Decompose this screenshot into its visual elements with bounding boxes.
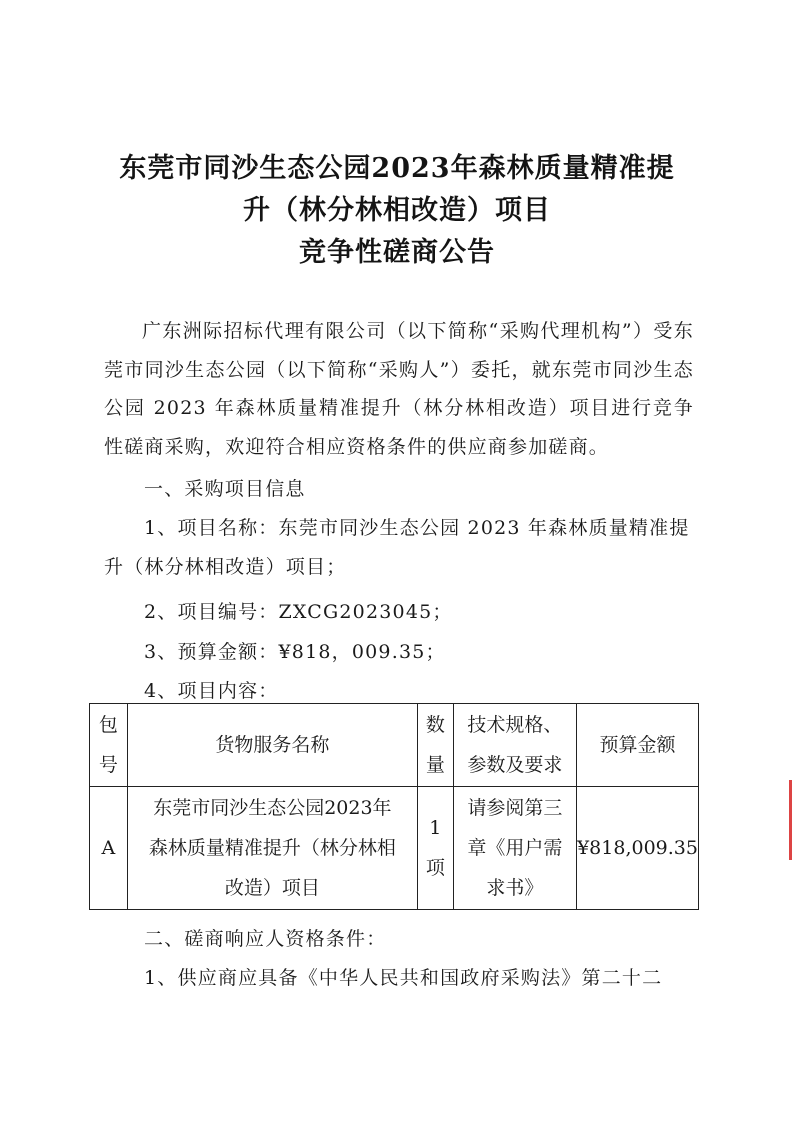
section2-item1: 1、供应商应具备《中华人民共和国政府采购法》第二十二 xyxy=(144,967,663,989)
header-spec xyxy=(453,704,576,787)
header-package-2: 号 xyxy=(98,754,118,776)
title-line-2: 升（林分林相改造）项目 xyxy=(243,195,551,226)
item4-content: 4、项目内容： xyxy=(144,680,279,702)
cell-package: A xyxy=(90,787,128,910)
section2-heading: 二、磋商响应人资格条件： xyxy=(144,928,387,950)
cell-quantity-1: 1 xyxy=(429,817,442,839)
item2-project-number: 2、项目编号：ZXCG2023045； xyxy=(144,601,453,623)
intro-paragraph: 广东洲际招标代理有限公司（以下简称“采购代理机构”）受东莞市同沙生态公园（以下简称“采购人”）委托，就东莞市同沙生态公园 2023 年森林质量精准提升（林分林相改造）项目进行竞争性磋商采购，欢迎符合相应资格条件的供应商参加磋商。 xyxy=(104,320,694,458)
title-line-1: 东莞市同沙生态公园2023年森林质量精准提 xyxy=(119,153,675,184)
table-header-row xyxy=(90,704,699,787)
item1-line2: 升（林分林相改造）项目； xyxy=(104,556,347,578)
header-quantity-1: 数 xyxy=(425,714,445,736)
header-spec-1: 技术规格、 xyxy=(467,714,563,736)
header-quantity xyxy=(417,704,453,787)
cell-budget: ¥818,009.35 xyxy=(577,787,699,910)
cell-spec-1: 请参阅第三 xyxy=(467,797,563,819)
cell-name-2: 森林质量精准提升（林分林相 xyxy=(148,837,396,859)
cell-spec-3: 求书》 xyxy=(486,877,544,899)
header-spec-2: 参数及要求 xyxy=(467,754,563,776)
section1-heading: 一、采购项目信息 xyxy=(144,478,306,500)
cell-name xyxy=(127,787,417,910)
cell-spec-2: 章《用户需 xyxy=(467,837,563,859)
header-name: 货物服务名称 xyxy=(127,704,417,787)
cell-name-1: 东莞市同沙生态公园2023年 xyxy=(153,797,392,819)
cell-name-3: 改造）项目 xyxy=(224,877,320,899)
cell-quantity-2: 项 xyxy=(425,857,445,879)
header-package-1: 包 xyxy=(98,714,118,736)
header-quantity-2: 量 xyxy=(425,754,445,776)
title-line-3: 竞争性磋商公告 xyxy=(299,237,495,268)
project-content-table xyxy=(89,703,699,910)
cell-spec xyxy=(453,787,576,910)
cell-quantity xyxy=(417,787,453,910)
table-row xyxy=(90,787,699,910)
item1-line1: 1、项目名称：东莞市同沙生态公园 2023 年森林质量精准提 xyxy=(144,517,690,539)
scan-edge-mark xyxy=(789,780,792,860)
item3-budget: 3、预算金额：¥818，009.35； xyxy=(144,641,446,663)
header-budget: 预算金额 xyxy=(577,704,699,787)
header-package xyxy=(90,704,128,787)
